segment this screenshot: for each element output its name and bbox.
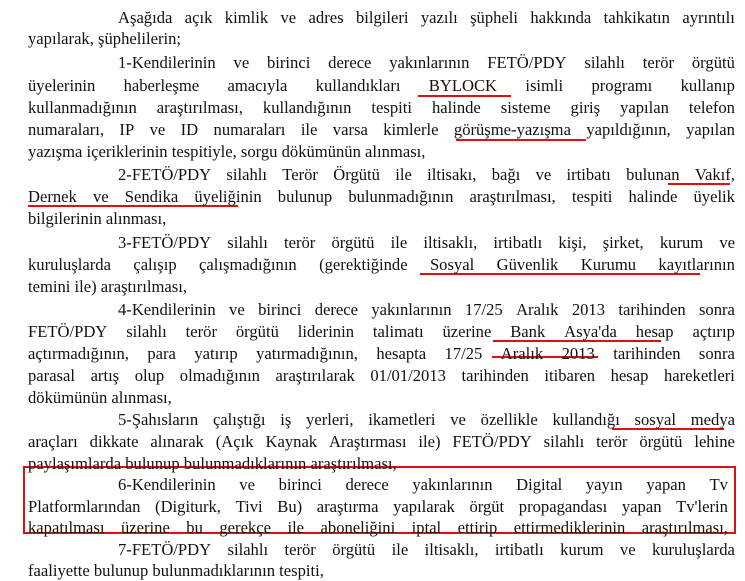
word: çalışıp [133, 255, 177, 274]
word: Bank [510, 322, 546, 341]
word: kullandığı [552, 410, 620, 429]
word: (Digiturk, [155, 497, 221, 516]
word: üyelerinin [28, 76, 96, 95]
word: bulunmadığının [348, 187, 454, 206]
word: açtırmadığının, [28, 344, 129, 363]
text-line-20 [28, 432, 735, 452]
word: terör [283, 233, 316, 252]
word: araştırılması, [156, 98, 243, 117]
word: iltisaklı, [423, 233, 478, 252]
word: tahkikatın [603, 8, 670, 27]
word: 2013 [561, 344, 595, 363]
text-line-1 [118, 8, 735, 28]
word: ikametleri [368, 410, 436, 429]
word: adres [308, 8, 344, 27]
word: 5-Şahısların [118, 410, 199, 429]
word: derece [314, 300, 359, 319]
word: Örgütü [333, 165, 380, 184]
word: silahlı [227, 233, 268, 252]
word: sosyal [634, 410, 677, 429]
word: kimlerle [383, 120, 439, 139]
word: terör [185, 322, 217, 341]
word: yapılan [686, 120, 735, 139]
word: lehine [694, 432, 735, 451]
word: araştırma [316, 497, 379, 516]
word: açık [184, 8, 213, 27]
word: gerekçe [219, 518, 271, 537]
word: yakınlarının [389, 53, 470, 72]
word: aboneliğini [320, 518, 396, 537]
word: ve [280, 8, 297, 27]
word: liderinin [297, 322, 355, 341]
word: kullanmadığının [28, 98, 137, 117]
word: FETÖ/PDY [28, 322, 108, 341]
word: tarihinden [613, 344, 681, 363]
word: kimlik [224, 8, 269, 27]
word: kurum [659, 233, 704, 252]
word: ve [719, 233, 735, 252]
text-line-2: yapılarak, şüphelilerin; [28, 29, 181, 48]
word: talimatı [372, 322, 424, 341]
word: örgütü [691, 53, 735, 72]
word: kişi, [558, 233, 587, 252]
word: yatırmadığının, [256, 344, 358, 363]
word: ile) [418, 432, 441, 451]
word: telefon [688, 98, 735, 117]
word: derece [328, 53, 372, 72]
word: üzerine [120, 518, 170, 537]
word: kapatılması [28, 518, 105, 537]
word: varsa [332, 120, 368, 139]
word: Terör [282, 165, 318, 184]
word: isimli [525, 76, 564, 95]
word: 4-Kendilerinin [118, 300, 216, 319]
text-line-10: bilgilerinin alınması, [28, 209, 167, 228]
word: silahlı [226, 165, 267, 184]
word: silahlı [584, 53, 625, 72]
word: üzerine [442, 322, 492, 341]
word: ve [535, 165, 552, 184]
word: 2013 [571, 300, 605, 319]
word: Platformlarından [28, 497, 141, 516]
word: örgütü [332, 540, 376, 559]
word: Bu) [277, 497, 303, 516]
word: kuruluşlarda [651, 540, 735, 559]
word: çalışmadığının [199, 255, 297, 274]
word: sonra [698, 344, 735, 363]
word: yapıldığının, [586, 120, 671, 139]
word: tarihinden [461, 366, 529, 385]
text-line-3 [118, 53, 735, 73]
word: yazılı [420, 8, 458, 27]
word: silahlı [543, 432, 585, 451]
word: örgüt [469, 497, 505, 516]
word: Tv'lerin [676, 497, 728, 516]
text-line-14 [118, 300, 735, 320]
word: bu [186, 518, 203, 537]
word: ve [92, 187, 109, 206]
word: 3-FETÖ/PDY [118, 233, 212, 252]
word: ile [391, 540, 409, 559]
word: üyelik [693, 187, 735, 206]
word: kayıtlarının [658, 255, 735, 274]
word: örgütü [331, 233, 375, 252]
word: hesap [635, 322, 674, 341]
text-line-26: faaliyette bulunup bulunmadıklarının tespiti, [28, 561, 324, 580]
word: bulunan [626, 165, 680, 184]
word: Araştırması [329, 432, 407, 451]
word: irtibatı [566, 165, 611, 184]
word: Sendika [124, 187, 179, 206]
word: kullandıkları [315, 76, 401, 95]
word: (gerektiğinde [319, 255, 408, 274]
word: görüşme-yazışma [453, 120, 571, 139]
word: tarihinden [618, 300, 686, 319]
word: ve [239, 475, 255, 494]
text-line-7: yazışma içeriklerinin tespitiyle, sorgu dökümünün alınması, [28, 142, 426, 161]
word: bağı [491, 165, 521, 184]
word: araştırılması, [641, 518, 728, 537]
word: ve [450, 410, 466, 429]
word: 17/25 [464, 300, 503, 319]
word: irtibatlı [493, 233, 543, 252]
word: Sosyal [429, 255, 475, 274]
text-line-24 [28, 518, 728, 538]
word: IP [119, 120, 135, 139]
word: silahlı [227, 540, 269, 559]
word: Aralık [500, 344, 544, 363]
word: özellikle [480, 410, 538, 429]
word: ve [619, 540, 636, 559]
word: silahlı [126, 322, 167, 341]
text-line-22 [118, 475, 728, 495]
text-line-5 [28, 98, 735, 118]
word: 17/25 [444, 344, 483, 363]
word: yapılan [620, 98, 669, 117]
word: sisteme [500, 98, 551, 117]
word: Dernek [28, 187, 77, 206]
word: terör [596, 432, 628, 451]
word: derece [345, 475, 389, 494]
word: yerleri, [306, 410, 354, 429]
word: alınarak [150, 432, 204, 451]
word: ile [300, 120, 318, 139]
word: bulunup [277, 187, 333, 206]
word: araştırılarak [275, 366, 355, 385]
word: Kurumu [580, 255, 637, 274]
word: Vakıf, [694, 165, 735, 184]
word: irtibatlı [494, 540, 544, 559]
word: şüpheli [470, 8, 519, 27]
text-line-13: temini ile) araştırılması, [28, 277, 187, 296]
word: iltisakı, [427, 165, 477, 184]
word: kurum [560, 540, 604, 559]
word: itibaren [544, 366, 596, 385]
word: halinde [628, 187, 678, 206]
word: kuruluşlarda [28, 255, 111, 274]
word: Tivi [235, 497, 263, 516]
word: propagandası [518, 497, 608, 516]
text-line-19 [118, 410, 735, 430]
word: Tv [709, 475, 728, 494]
word: ve [233, 53, 250, 72]
word: Güvenlik [496, 255, 559, 274]
word: yakınlarının [371, 300, 452, 319]
word: ayrıntılı [682, 8, 735, 27]
word: amacıyla [227, 76, 288, 95]
text-line-11 [118, 233, 735, 253]
text-line-4 [28, 76, 735, 96]
word: araçları [28, 432, 78, 451]
word: çalıştığı [212, 410, 266, 429]
word: programı [591, 76, 653, 95]
word: hakkında [530, 8, 592, 27]
word: Asya'da [564, 322, 617, 341]
word: 1-Kendilerinin [118, 53, 216, 72]
text-line-8 [118, 165, 735, 185]
word: yapan [621, 497, 662, 516]
word: halinde [431, 98, 481, 117]
text-line-25 [118, 540, 735, 560]
word: olmadığının [179, 366, 260, 385]
word: örgütü [235, 322, 279, 341]
text-line-6 [28, 120, 735, 140]
word: (Açık [215, 432, 254, 451]
word: ID [180, 120, 199, 139]
word: Digital [516, 475, 563, 494]
word: hesapta [376, 344, 427, 363]
word: haberleşme [123, 76, 200, 95]
word: ettirmediklerinin [513, 518, 626, 537]
word: sonra [698, 300, 735, 319]
word: hesap [610, 366, 649, 385]
text-line-12 [28, 255, 735, 275]
word: birinci [258, 300, 302, 319]
word: numaraları [213, 120, 286, 139]
word: Aralık [516, 300, 559, 319]
word: 6-Kendilerinin [118, 475, 216, 494]
word: ile [390, 233, 408, 252]
text-line-17 [28, 366, 735, 386]
word: artış [90, 366, 120, 385]
word: terör [284, 540, 316, 559]
word: BYLOCK [428, 76, 498, 95]
word: para [147, 344, 176, 363]
word: araştırılması, [469, 187, 556, 206]
word: tespiti [371, 98, 412, 117]
word: tespiti [571, 187, 613, 206]
word: açtırıp [692, 322, 735, 341]
word: şirket, [602, 233, 644, 252]
word: 01/01/2013 [370, 366, 446, 385]
word: Kaynak [265, 432, 318, 451]
word: kullanıp [680, 76, 735, 95]
text-line-9 [28, 187, 735, 207]
word: yakınlarının [412, 475, 493, 494]
word: FETÖ/PDY [487, 53, 567, 72]
word: ile [287, 518, 305, 537]
word: iş [280, 410, 292, 429]
word: yayın [585, 475, 623, 494]
text-line-18: dökümünün alınması, [28, 388, 172, 407]
word: bilgileri [355, 8, 409, 27]
word: olup [134, 366, 165, 385]
word: örgütü [639, 432, 683, 451]
word: Aşağıda [118, 8, 173, 27]
word: 7-FETÖ/PDY [118, 540, 212, 559]
word: terör [642, 53, 675, 72]
word: 2-FETÖ/PDY [118, 165, 212, 184]
word: üyeliğinin [194, 187, 262, 206]
word: ve [229, 300, 245, 319]
word: giriş [570, 98, 601, 117]
text-line-23 [28, 497, 728, 517]
word: numaraları, [28, 120, 105, 139]
text-line-15 [28, 322, 735, 342]
word: iptal [411, 518, 442, 537]
text-line-21: paylaşımlarda bulunup bulunmadıklarının araştırılması, [28, 454, 397, 473]
word: ve [149, 120, 166, 139]
word: parasal [28, 366, 75, 385]
word: birinci [278, 475, 322, 494]
word: yapan [646, 475, 686, 494]
word: kullandığının [262, 98, 352, 117]
word: hareketleri [663, 366, 735, 385]
word: ettirip [457, 518, 498, 537]
word: dikkate [89, 432, 139, 451]
word: iltisaklı, [424, 540, 479, 559]
word: birinci [267, 53, 311, 72]
text-line-16 [28, 344, 735, 364]
word: yapılarak [393, 497, 455, 516]
word: FETÖ/PDY [452, 432, 532, 451]
word: medya [690, 410, 735, 429]
word: ile [395, 165, 412, 184]
word: yatırıp [194, 344, 238, 363]
